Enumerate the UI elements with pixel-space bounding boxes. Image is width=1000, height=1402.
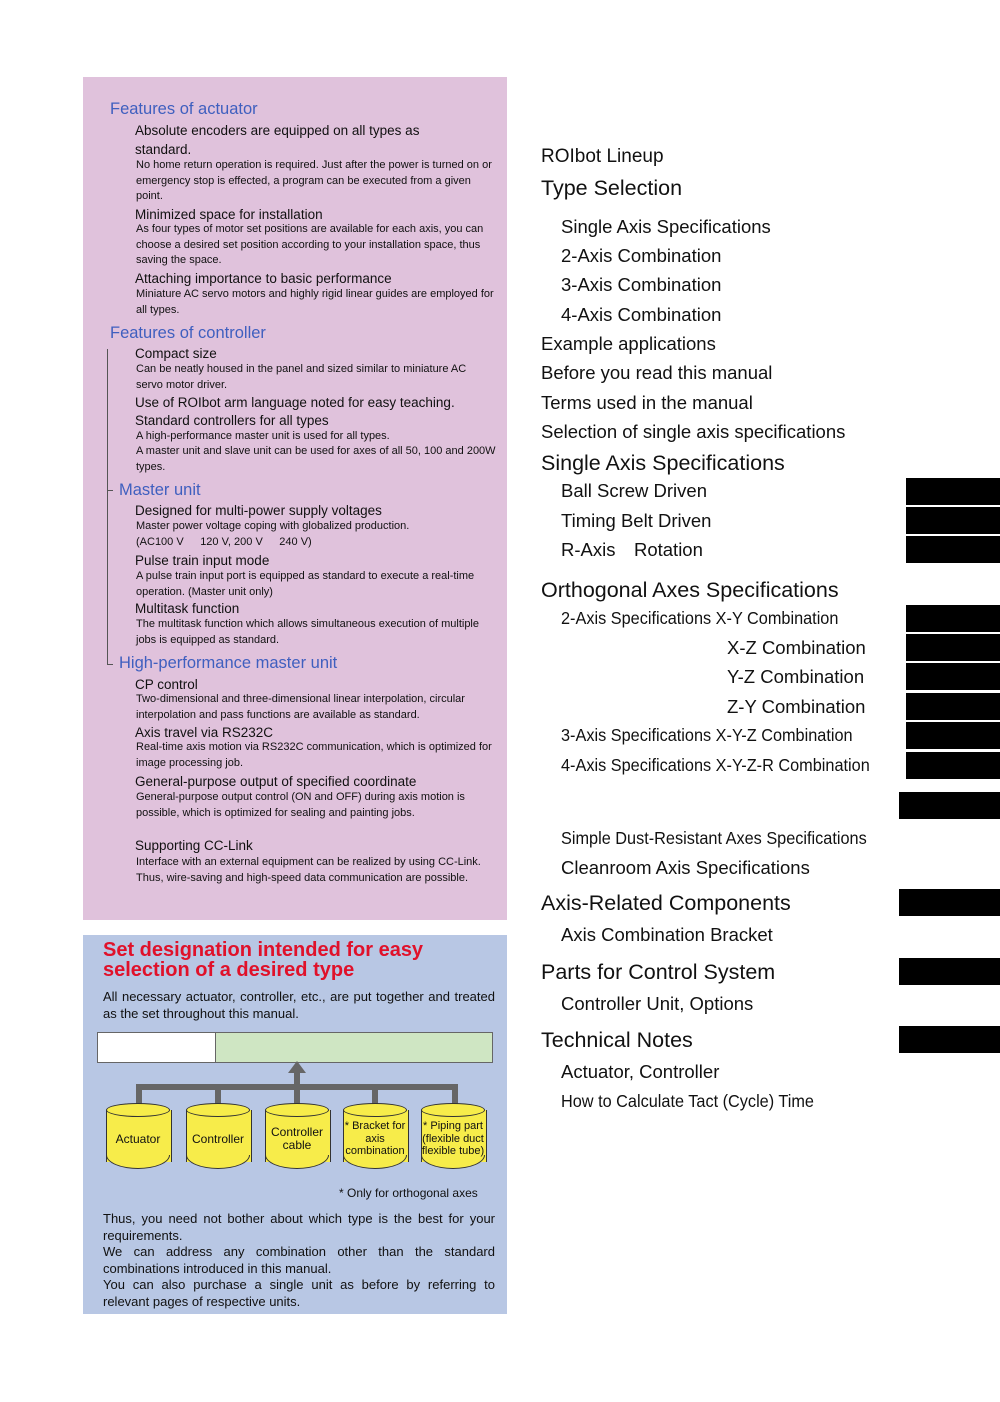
feature-title: Axis travel via RS232C (135, 725, 274, 740)
feature-desc: A high-performance master unit is used for all types. (136, 430, 390, 442)
toc-r-axis[interactable]: R-Axis Rotation (561, 539, 703, 560)
set-tag-green (215, 1032, 493, 1063)
toc-3-axis[interactable]: 3-Axis Combination (561, 274, 722, 295)
feature-desc: Miniature AC servo motors and highly rigid linear guides are employed for all types. (136, 288, 494, 316)
component-label: * Piping part (flexible duct flexible tube) (421, 1120, 485, 1158)
hp-master-unit-heading: High-performance master unit (119, 654, 338, 672)
feature-desc: Can be neatly housed in the panel and sized similar to miniature AC servo motor driver. (136, 363, 467, 391)
toc-lineup[interactable]: ROIbot Lineup (541, 146, 664, 167)
toc-2-axis-xy[interactable]: 2-Axis Specifications X-Y Combination (561, 608, 839, 628)
toc-3-axis-xyz[interactable]: 3-Axis Specifications X-Y-Z Combination (561, 725, 853, 745)
toc-controller-unit[interactable]: Controller Unit, Options (561, 993, 754, 1014)
component-label: Controller (191, 1131, 245, 1146)
toc-ball-screw[interactable]: Ball Screw Driven (561, 480, 707, 501)
tree-tick (107, 664, 113, 665)
toc-xz[interactable]: X-Z Combination (727, 637, 866, 658)
toc-axis-related[interactable]: Axis-Related Components (541, 891, 791, 915)
tree-line (107, 349, 108, 665)
index-tab[interactable] (906, 722, 1000, 749)
feature-desc: The multitask function which allows simultaneous execution of multiple jobs is equipped as standard. (136, 618, 479, 646)
feature-desc: Real-time axis motion via RS232C communication, which is optimized for image processing job. (136, 741, 492, 769)
toc-bracket[interactable]: Axis Combination Bracket (561, 924, 773, 945)
feature-title: Minimized space for installation (135, 207, 323, 222)
index-tab[interactable] (906, 536, 1000, 563)
toc-4-axis-xyzr[interactable]: 4-Axis Specifications X-Y-Z-R Combination (561, 755, 870, 775)
feature-title: General-purpose output of specified coordinate (135, 774, 417, 789)
feature-desc: (AC100 V 120 V, 200 V 240 V) (136, 536, 312, 548)
toc-dust-resistant[interactable]: Simple Dust-Resistant Axes Specifications (561, 828, 867, 848)
feature-title: Designed for multi-power supply voltages (135, 503, 382, 518)
feature-title: Use of ROIbot arm language noted for easy teaching. (135, 395, 455, 410)
index-tab[interactable] (906, 507, 1000, 534)
index-tab[interactable] (899, 1026, 1000, 1053)
set-intro: All necessary actuator, controller, etc., are put together and treated as the set throughout this manual. (103, 989, 495, 1021)
piping-cylinder-icon (421, 1103, 485, 1167)
index-tab[interactable] (906, 478, 1000, 505)
index-tab[interactable] (906, 693, 1000, 720)
feature-title: Supporting CC-Link (135, 838, 253, 853)
toc-single-axis-spec[interactable]: Single Axis Specifications (561, 216, 771, 237)
feature-desc: Two-dimensional and three-dimensional linear interpolation, circular interpolation and pass functions are available as standard. (136, 693, 465, 721)
feature-desc: Interface with an external equipment can be realized by using CC-Link. Thus, wire-saving and high-speed data communication are possible. (136, 856, 481, 884)
actuator-features-heading: Features of actuator (110, 100, 258, 118)
feature-title: Attaching importance to basic performance (135, 271, 392, 286)
index-tab[interactable] (899, 792, 1000, 819)
actuator-cylinder-icon (106, 1103, 170, 1167)
tree-tick (107, 490, 113, 491)
index-tab[interactable] (899, 958, 1000, 985)
index-tab[interactable] (906, 634, 1000, 661)
arrow-up-icon (288, 1061, 306, 1073)
toc-4-axis[interactable]: 4-Axis Combination (561, 304, 722, 325)
index-tab[interactable] (906, 752, 1000, 779)
toc-terms[interactable]: Terms used in the manual (541, 392, 753, 413)
set-outro: You can also purchase a single unit as before by referring to relevant pages of respective units. (103, 1277, 495, 1309)
cable-cylinder-icon (265, 1103, 329, 1167)
feature-title: Absolute encoders are equipped on all types as (135, 123, 420, 138)
toc-2-axis[interactable]: 2-Axis Combination (561, 245, 722, 266)
feature-title-cont: standard. (135, 142, 192, 157)
set-designation-title: Set designation intended for easy selection of a desired type (103, 939, 424, 981)
toc-selection-single[interactable]: Selection of single axis specifications (541, 421, 846, 442)
set-outro: Thus, you need not bother about which type is the best for your requirements. (103, 1211, 495, 1243)
component-label: * Bracket for axis combination (344, 1120, 406, 1158)
index-tab[interactable] (899, 889, 1000, 916)
feature-desc: As four types of motor set positions are available for each axis, you can choose a desired set position according to your installation space, thus saving the space. (136, 223, 484, 266)
feature-title: Compact size (135, 346, 217, 361)
toc-example-apps[interactable]: Example applications (541, 333, 716, 354)
toc-single-axis-heading[interactable]: Single Axis Specifications (541, 451, 785, 475)
bracket-cylinder-icon (343, 1103, 407, 1167)
set-tag-white (97, 1032, 217, 1063)
master-unit-heading: Master unit (119, 481, 201, 499)
orthogonal-note: * Only for orthogonal axes (339, 1186, 478, 1200)
index-tab[interactable] (906, 663, 1000, 690)
index-tab[interactable] (906, 605, 1000, 632)
feature-title: Pulse train input mode (135, 553, 270, 568)
feature-title: Multitask function (135, 601, 240, 616)
toc-zy[interactable]: Z-Y Combination (727, 696, 866, 717)
controller-cylinder-icon (186, 1103, 250, 1167)
feature-desc: No home return operation is required. Just after the power is turned on or emergency stop is effected, a program can be executed from a given point. (136, 159, 492, 202)
feature-title: Standard controllers for all types (135, 413, 329, 428)
toc-orthogonal[interactable]: Orthogonal Axes Specifications (541, 578, 839, 602)
feature-title: CP control (135, 677, 198, 692)
feature-desc: Master power voltage coping with globalized production. (136, 520, 410, 532)
toc-tech-notes[interactable]: Technical Notes (541, 1028, 693, 1052)
toc-yz[interactable]: Y-Z Combination (727, 666, 865, 687)
component-label: Controller cable (270, 1125, 324, 1152)
toc-cleanroom[interactable]: Cleanroom Axis Specifications (561, 857, 810, 878)
toc-before-read[interactable]: Before you read this manual (541, 362, 773, 383)
toc-parts-control[interactable]: Parts for Control System (541, 960, 776, 984)
feature-desc: A master unit and slave unit can be used for axes of all 50, 100 and 200W types. (136, 445, 496, 473)
component-label: Actuator (115, 1131, 161, 1146)
toc-type-selection[interactable]: Type Selection (541, 176, 683, 200)
feature-desc: A pulse train input port is equipped as standard to execute a real-time operation. (Master unit only) (136, 570, 475, 598)
toc-tact-time[interactable]: How to Calculate Tact (Cycle) Time (561, 1091, 814, 1111)
toc-actuator-controller[interactable]: Actuator, Controller (561, 1061, 720, 1082)
feature-desc: General-purpose output control (ON and OFF) during axis motion is possible, which is optimized for sealing and painting jobs. (136, 791, 465, 819)
toc-timing-belt[interactable]: Timing Belt Driven (561, 510, 712, 531)
set-outro: We can address any combination other than the standard combinations introduced in this manual. (103, 1244, 495, 1276)
controller-features-heading: Features of controller (110, 324, 266, 342)
